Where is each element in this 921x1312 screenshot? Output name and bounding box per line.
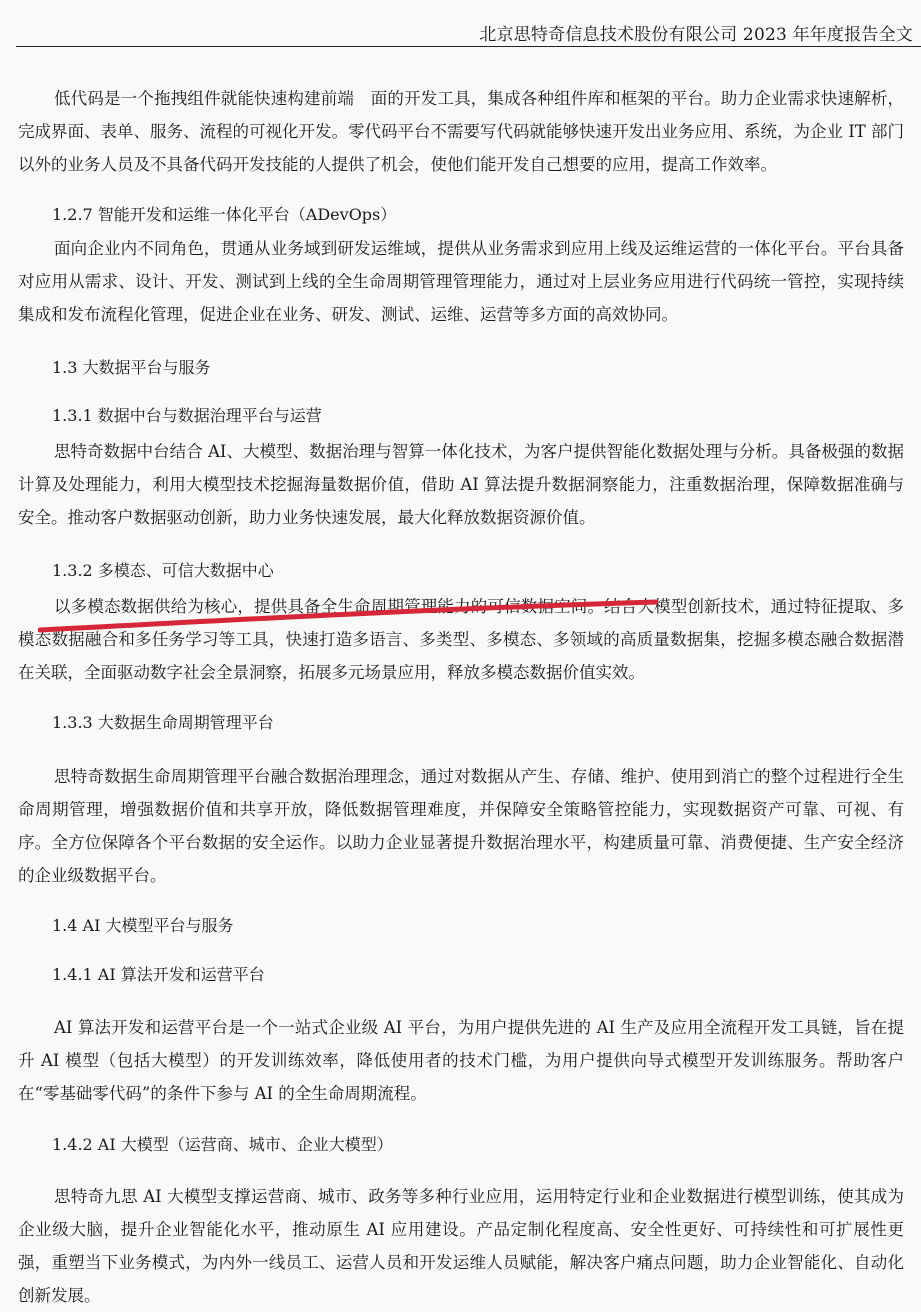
heading-1-4-2: 1.4.2 AI 大模型（运营商、城市、企业大模型）	[52, 1135, 393, 1154]
heading-1-3-2: 1.3.2 多模态、可信大数据中心	[52, 561, 274, 580]
annotation-stroke	[40, 602, 656, 630]
red-underline-annotation	[38, 596, 658, 636]
heading-1-3-3: 1.3.3 大数据生命周期管理平台	[52, 713, 274, 732]
report-title: 北京思特奇信息技术股份有限公司 2023 年年度报告全文	[479, 25, 913, 45]
paragraph-1-3-3: 思特奇数据生命周期管理平台融合数据治理理念，通过对数据从产生、存储、维护、使用到消亡的整个过程进行全生命周期管理，增强数据价值和共享开放，降低数据管理难度，并保障安全策略管控能力，实现数据资产可靠、可视、有序。全方位保障各个平台数据的安全运作。以助力企业显著提升数据治理水平，构建质量可靠、消费便捷、生产安全经济的企业级数据平台。	[18, 767, 904, 885]
heading-1-4: 1.4 AI 大模型平台与服务	[52, 916, 234, 935]
paragraph-1-2-7: 面向企业内不同角色，贯通从业务域到研发运维域，提供从业务需求到应用上线及运维运营的一体化平台。平台具备对应用从需求、设计、开发、测试到上线的全生命周期管理管理能力，通过对上层业务应用进行代码统一管控，实现持续集成和发布流程化管理，促进企业在业务、研发、测试、运维、运营等多方面的高效协同。	[18, 239, 904, 324]
heading-1-4-1: 1.4.1 AI 算法开发和运营平台	[52, 965, 265, 984]
paragraph-1-3-2: 以多模态数据供给为核心，提供具备全生命周期管理能力的可信数据空间。结合大模型创新技术，通过特征提取、多模态数据融合和多任务学习等工具，快速打造多语言、多类型、多模态、多领域的高质量数据集，挖掘多模态融合数据潜在关联，全面驱动数字社会全景洞察，拓展多元场景应用，释放多模态数据价值实效。	[18, 597, 904, 682]
heading-1-3-1: 1.3.1 数据中台与数据治理平台与运营	[52, 406, 322, 425]
heading-1-3: 1.3 大数据平台与服务	[52, 358, 211, 377]
paragraph-lowcode: 低代码是一个拖拽组件就能快速构建前端 面的开发工具，集成各种组件库和框架的平台。助力企业需求快速解析，完成界面、表单、服务、流程的可视化开发。零代码平台不需要写代码就能够快速开发出业务应用、系统，为企业 IT 部门以外的业务人员及不具备代码开发技能的人提供了机会，使他们能开发自己想要的应用，提高工作效率。	[18, 89, 905, 174]
paragraph-1-4-1: AI 算法开发和运营平台是一个一站式企业级 AI 平台，为用户提供先进的 AI 生产及应用全流程开发工具链，旨在提升 AI 模型（包括大模型）的开发训练效率，降低使用者的技术门槛，为用户提供向导式模型开发训练服务。帮助客户在“零基础零代码”的条件下参与 AI 的全生命周期流程。	[18, 1018, 904, 1103]
heading-1-2-7: 1.2.7 智能开发和运维一体化平台（ADevOps）	[52, 205, 397, 224]
paragraph-1-4-2: 思特奇九思 AI 大模型支撑运营商、城市、政务等多种行业应用，运用特定行业和企业数据进行模型训练，使其成为企业级大脑，提升企业智能化水平，推动原生 AI 应用建设。产品定制化程度高、安全性更好、可持续性和可扩展性更强，重塑当下业务模式，为内外一线员工、运营人员和开发运维人员赋能，解决客户痛点问题，助力企业智能化、自动化创新发展。	[18, 1187, 904, 1305]
page-header	[16, 0, 921, 47]
paragraph-1-3-1: 思特奇数据中台结合 AI、大模型、数据治理与智算一体化技术，为客户提供智能化数据处理与分析。具备极强的数据计算及处理能力，利用大模型技术挖掘海量数据价值，借助 AI 算法提升数据洞察能力，注重数据治理，保障数据准确与安全。推动客户数据驱动创新，助力业务快速发展，最大化释放数据资源价值。	[18, 442, 904, 527]
